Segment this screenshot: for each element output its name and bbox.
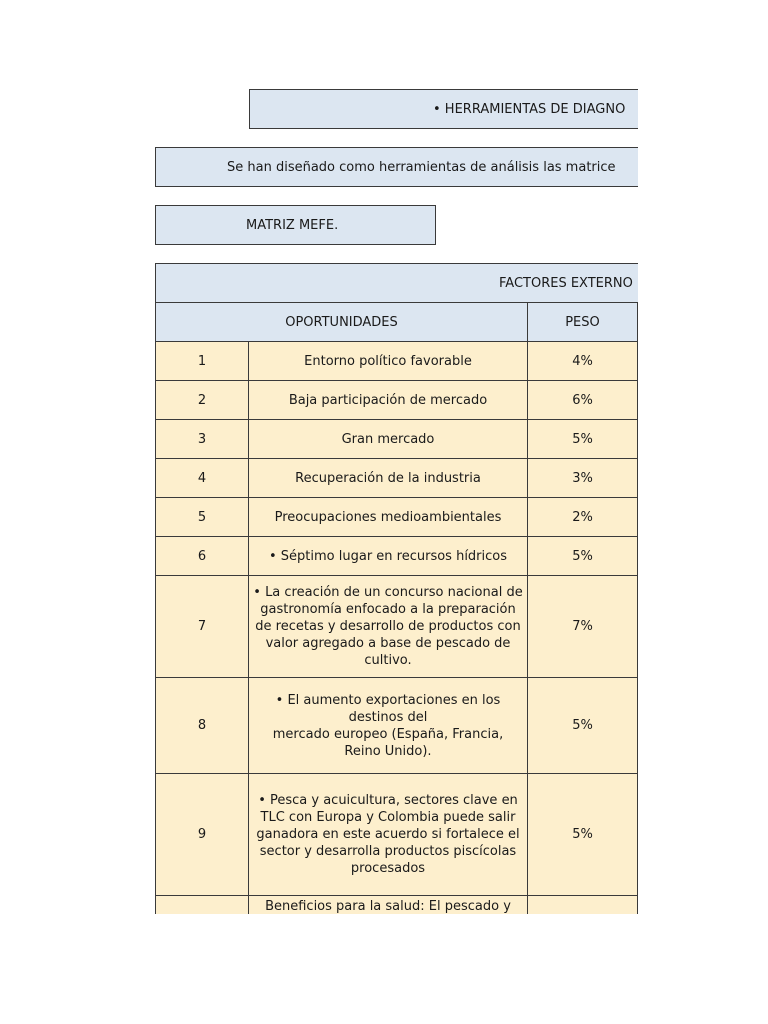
row-weight: 7% — [528, 576, 638, 678]
opportunity-factor: Preocupaciones medioambientales — [249, 498, 528, 537]
row-weight: 3% — [528, 459, 638, 498]
row-number: 9 — [156, 774, 249, 896]
row-weight: 6% — [528, 381, 638, 420]
section-header-row — [156, 264, 639, 303]
extra-header — [638, 303, 639, 342]
table-row — [156, 342, 639, 381]
weight-header: PESO — [528, 303, 638, 342]
row-number: 7 — [156, 576, 249, 678]
row-number: 2 — [156, 381, 249, 420]
row-number: 4 — [156, 459, 249, 498]
row-extra-cell — [638, 896, 639, 915]
row-extra-cell — [638, 381, 639, 420]
row-extra-cell — [638, 420, 639, 459]
table-row — [156, 459, 639, 498]
section-title: FACTORES EXTERNO — [156, 264, 639, 303]
opportunity-factor: Gran mercado — [249, 420, 528, 459]
row-weight: 5% — [528, 678, 638, 774]
row-number: 1 — [156, 342, 249, 381]
row-extra-cell — [638, 774, 639, 896]
column-header-row — [156, 303, 639, 342]
row-number — [156, 896, 249, 915]
intro-text: Se han diseñado como herramientas de análisis las matrice — [155, 147, 638, 187]
row-extra-cell — [638, 498, 639, 537]
row-number: 6 — [156, 537, 249, 576]
table-row — [156, 381, 639, 420]
table-row — [156, 774, 639, 896]
opportunity-factor: • El aumento exportaciones en los destinos del mercado europeo (España, Francia, Reino Unido). — [249, 678, 528, 774]
row-weight: 5% — [528, 420, 638, 459]
matrix-label: MATRIZ MEFE. — [155, 205, 436, 245]
opportunity-factor: • Séptimo lugar en recursos hídricos — [249, 537, 528, 576]
opportunity-factor: • Pesca y acuicultura, sectores clave en TLC con Europa y Colombia puede salir ganadora en este acuerdo si fortalece el sector y desarrolla productos piscícolas procesados — [249, 774, 528, 896]
opportunities-header: OPORTUNIDADES — [156, 303, 528, 342]
table-row — [156, 420, 639, 459]
row-weight — [528, 896, 638, 915]
document-title: • HERRAMIENTAS DE DIAGNO — [249, 89, 638, 129]
opportunity-factor: Baja participación de mercado — [249, 381, 528, 420]
opportunity-factor: Entorno político favorable — [249, 342, 528, 381]
row-weight: 5% — [528, 537, 638, 576]
row-number: 3 — [156, 420, 249, 459]
row-extra-cell — [638, 459, 639, 498]
row-extra-cell — [638, 342, 639, 381]
table-row — [156, 498, 639, 537]
row-number: 8 — [156, 678, 249, 774]
table-row — [156, 576, 639, 678]
opportunity-factor: Beneficios para la salud: El pescado y — [249, 896, 528, 915]
row-weight: 4% — [528, 342, 638, 381]
row-number: 5 — [156, 498, 249, 537]
row-weight: 5% — [528, 774, 638, 896]
mefe-table — [155, 263, 638, 914]
table-row — [156, 896, 639, 915]
row-weight: 2% — [528, 498, 638, 537]
table-row — [156, 537, 639, 576]
table-row — [156, 678, 639, 774]
row-extra-cell — [638, 678, 639, 774]
opportunity-factor: • La creación de un concurso nacional de gastronomía enfocado a la preparación de recetas y desarrollo de productos con valor agregado a base de pescado de cultivo. — [249, 576, 528, 678]
row-extra-cell — [638, 576, 639, 678]
row-extra-cell — [638, 537, 639, 576]
opportunity-factor: Recuperación de la industria — [249, 459, 528, 498]
